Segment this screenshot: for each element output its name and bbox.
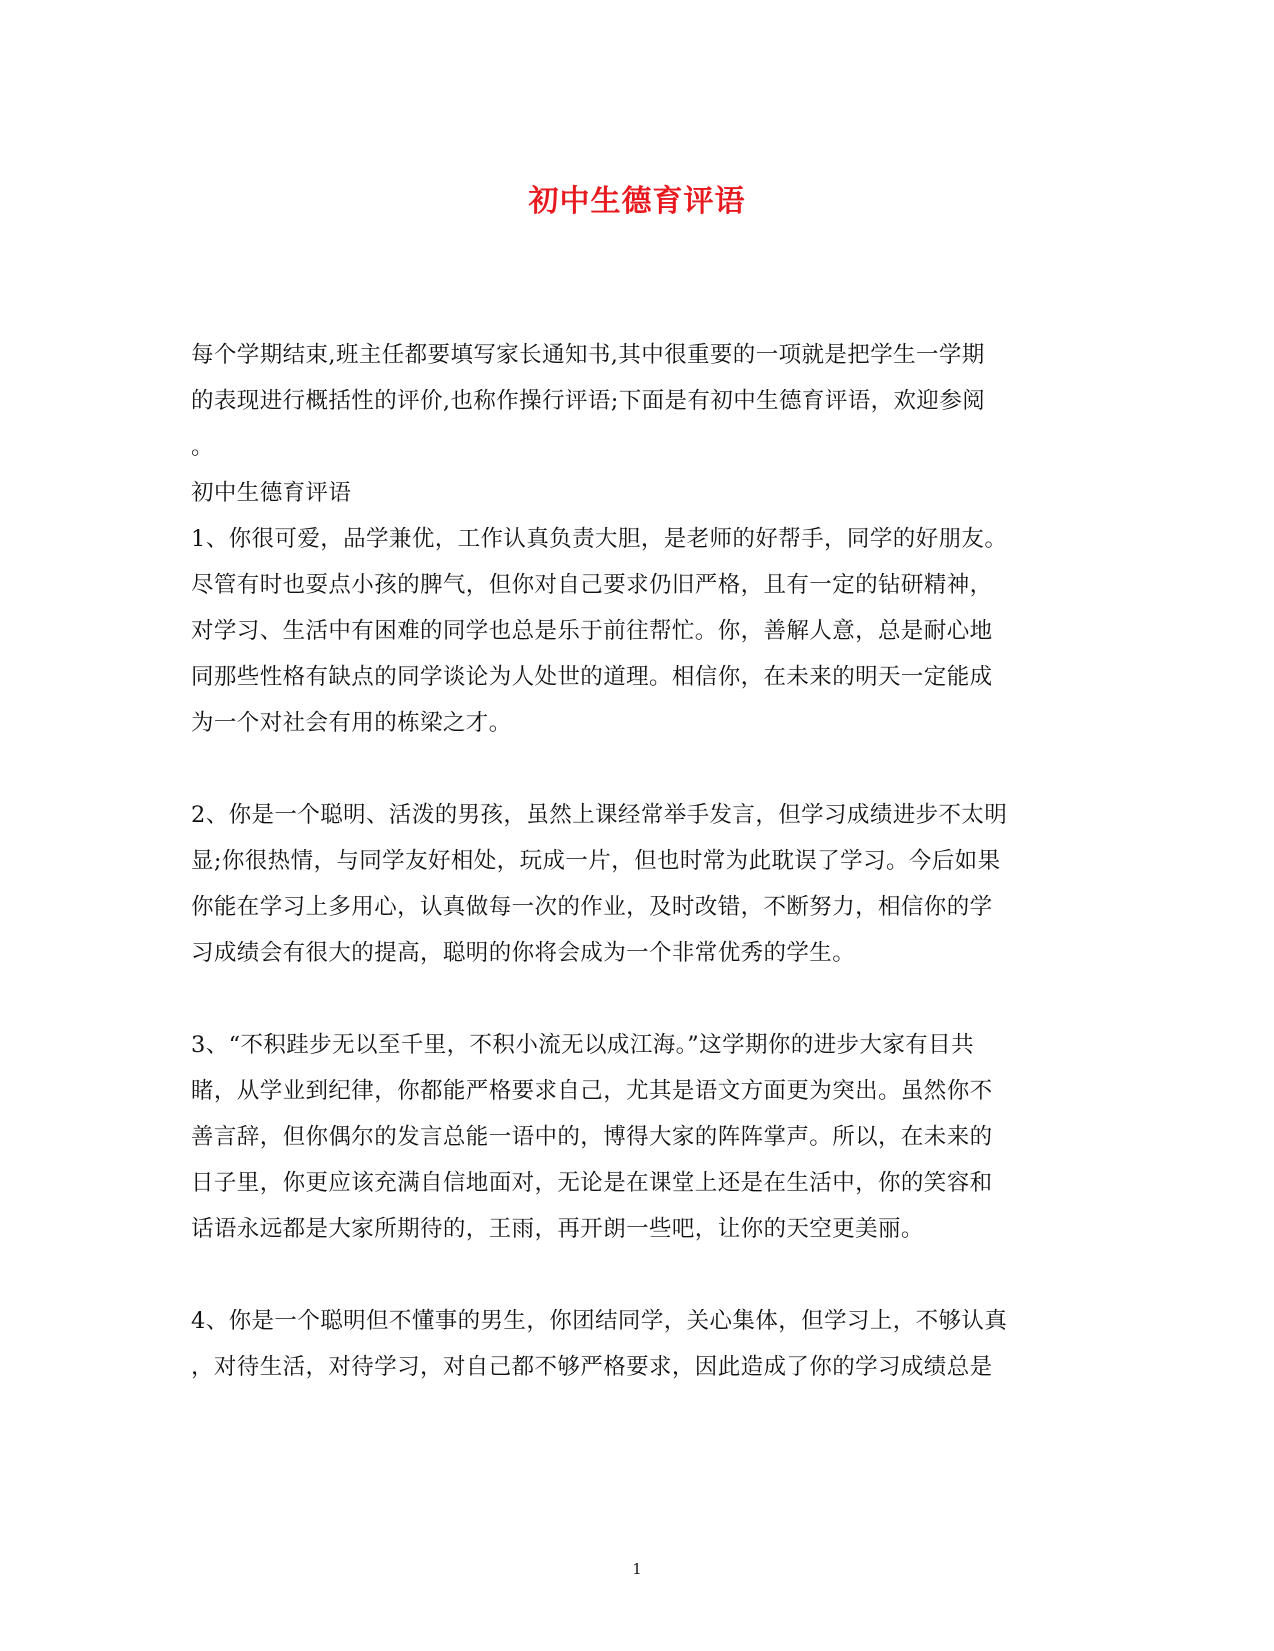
text-line: 善言辞，但你偶尔的发言总能一语中的，博得大家的阵阵掌声。所以，在未来的	[191, 1124, 993, 1150]
paragraph-gap	[191, 1252, 1081, 1298]
text-line: 显;你很热情，与同学友好相处，玩成一片，但也时常为此耽误了学习。今后如果	[191, 848, 1001, 874]
text-line: 3、“不积跬步无以至千里，不积小流无以成江海。”这学期你的进步大家有目共	[191, 1032, 974, 1058]
document-title: 初中生德育评语	[528, 184, 746, 219]
text-line: 日子里，你更应该充满自信地面对，无论是在课堂上还是在生活中，你的笑容和	[191, 1170, 993, 1196]
text-line: 为一个对社会有用的栋梁之才。	[191, 710, 512, 736]
section-heading: 初中生德育评语	[191, 480, 352, 506]
document-body	[191, 332, 1081, 1390]
text-line: 的表现进行概括性的评价,也称作操行评语;下面是有初中生德育评语，欢迎参阅	[191, 388, 986, 414]
text-line: 1、你很可爱，品学兼优，工作认真负责大胆，是老师的好帮手，同学的好朋友。	[191, 526, 1008, 552]
text-line: ，对待生活，对待学习，对自己都不够严格要求，因此造成了你的学习成绩总是	[191, 1354, 993, 1380]
text-line: 尽管有时也耍点小孩的脾气，但你对自己要求仍旧严格，且有一定的钻研精神，	[191, 572, 993, 598]
text-line: 。	[191, 434, 214, 460]
text-line: 2、你是一个聪明、活泼的男孩，虽然上课经常举手发言，但学习成绩进步不太明	[191, 802, 1008, 828]
text-line: 4、你是一个聪明但不懂事的男生，你团结同学，关心集体，但学习上，不够认真	[191, 1308, 1008, 1334]
text-line: 同那些性格有缺点的同学谈论为人处世的道理。相信你，在未来的明天一定能成	[191, 664, 993, 690]
text-line: 你能在学习上多用心，认真做每一次的作业，及时改错，不断努力，相信你的学	[191, 894, 993, 920]
paragraph-gap	[191, 976, 1081, 1022]
paragraph-gap	[191, 746, 1081, 792]
text-line: 对学习、生活中有困难的同学也总是乐于前往帮忙。你，善解人意，总是耐心地	[191, 618, 993, 644]
text-line: 话语永远都是大家所期待的，王雨，再开朗一些吧，让你的天空更美丽。	[191, 1216, 924, 1242]
text-line: 习成绩会有很大的提高，聪明的你将会成为一个非常优秀的学生。	[191, 940, 856, 966]
page-number: 1	[632, 1560, 642, 1578]
text-line: 睹，从学业到纪律，你都能严格要求自己，尤其是语文方面更为突出。虽然你不	[191, 1078, 993, 1104]
text-line: 每个学期结束,班主任都要填写家长通知书,其中很重要的一项就是把学生一学期	[191, 342, 985, 368]
